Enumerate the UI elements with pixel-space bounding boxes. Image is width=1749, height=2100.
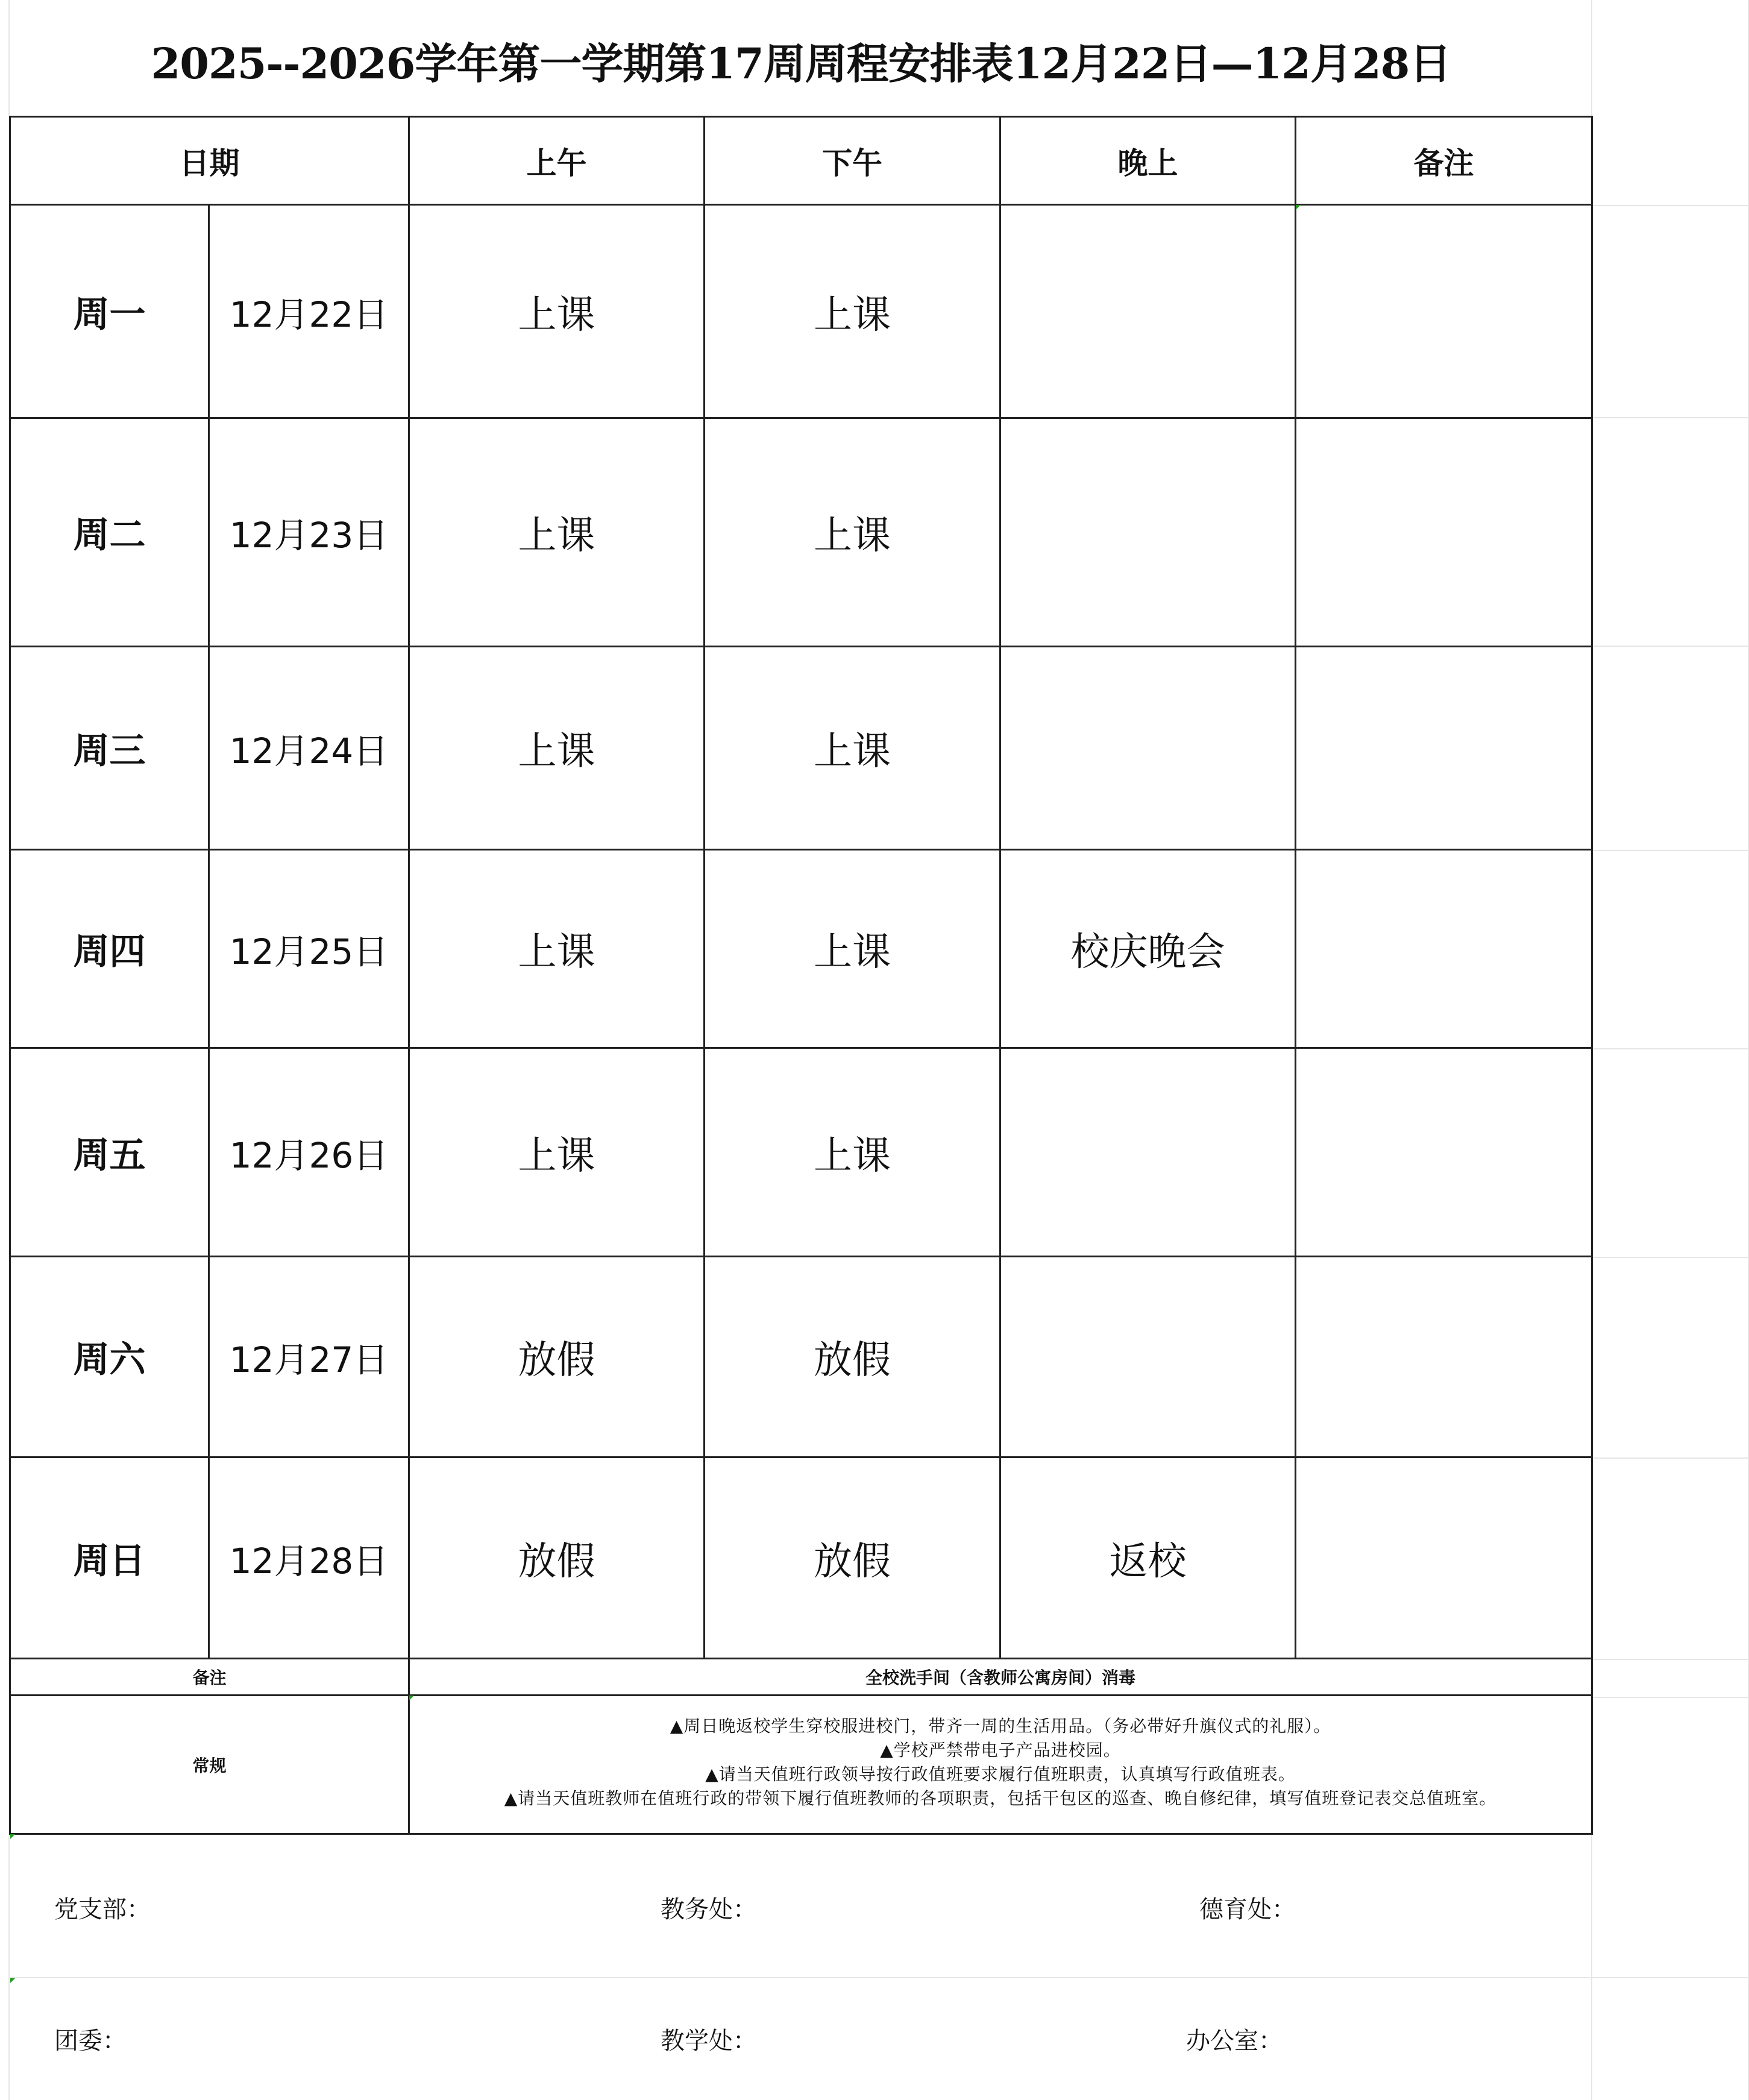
grid-line <box>1591 205 1749 206</box>
day-cell: 周五 <box>73 1134 146 1177</box>
morning-cell: 上课 <box>518 729 595 774</box>
notes-cell <box>1296 1257 1591 1456</box>
signature-moral-education: 德育处： <box>1199 1896 1296 1923</box>
grid-line <box>1591 1048 1749 1049</box>
comment-marker-icon <box>10 1834 15 1839</box>
signature-party-branch: 党支部： <box>54 1896 151 1923</box>
header-date: 日期 <box>179 145 240 181</box>
date-cell: 12月23日 <box>229 515 389 556</box>
afternoon-cell: 上课 <box>814 1133 891 1178</box>
header-morning: 上午 <box>526 145 587 181</box>
remarks-value: 全校洗手间（含教师公寓房间）消毒 <box>865 1668 1135 1688</box>
comment-marker-icon <box>10 1978 15 1983</box>
date-cell: 12月26日 <box>229 1134 389 1176</box>
grid-line <box>1591 417 1749 418</box>
morning-cell: 放假 <box>518 1539 595 1584</box>
grid-line <box>1591 1659 1749 1660</box>
morning-cell: 上课 <box>518 930 595 975</box>
notes-cell <box>1296 419 1591 646</box>
evening-cell <box>1001 1257 1295 1456</box>
grid-line <box>1591 1697 1749 1698</box>
date-cell: 12月28日 <box>229 1540 389 1582</box>
day-cell: 周三 <box>73 730 146 772</box>
page-title: 2025--2026学年第一学期第17周周程安排表12月22日—12月28日 <box>151 38 1451 89</box>
notes-cell <box>1296 647 1591 849</box>
notes-cell <box>1296 1049 1591 1256</box>
evening-cell <box>1001 206 1295 417</box>
routine-item: ▲请当天值班行政领导按行政值班要求履行值班职责，认真填写行政值班表。 <box>705 1764 1296 1784</box>
afternoon-cell: 上课 <box>814 930 891 975</box>
date-cell: 12月27日 <box>229 1339 389 1380</box>
grid-line <box>1591 1257 1749 1258</box>
header-evening: 晚上 <box>1117 145 1178 181</box>
header-notes: 备注 <box>1413 145 1474 181</box>
header-afternoon: 下午 <box>822 145 882 181</box>
date-cell: 12月22日 <box>229 294 389 335</box>
day-cell: 周四 <box>73 931 146 973</box>
remarks-label: 备注 <box>192 1668 227 1688</box>
afternoon-cell: 上课 <box>814 514 891 558</box>
routine-item: ▲学校严禁带电子产品进校园。 <box>880 1740 1121 1760</box>
routine-item: ▲周日晚返校学生穿校服进校门，带齐一周的生活用品。（务必带好升旗仪式的礼服）。 <box>670 1716 1331 1736</box>
grid-line <box>1591 646 1749 647</box>
signature-academic-affairs: 教务处： <box>661 1896 757 1923</box>
afternoon-cell: 上课 <box>814 292 891 338</box>
grid-line <box>1591 850 1749 851</box>
afternoon-cell: 上课 <box>814 729 891 774</box>
evening-cell: 校庆晚会 <box>1070 930 1225 975</box>
signature-youth-league: 团委： <box>54 2027 127 2055</box>
evening-cell <box>1001 647 1295 849</box>
day-cell: 周一 <box>73 293 146 336</box>
day-cell: 周日 <box>73 1539 146 1582</box>
notes-cell <box>1296 850 1591 1047</box>
signature-teaching-office: 教学处： <box>661 2027 757 2055</box>
evening-cell: 返校 <box>1109 1539 1187 1584</box>
date-cell: 12月25日 <box>229 931 389 972</box>
routine-item: ▲请当天值班教师在值班行政的带领下履行值班教师的各项职责，包括干包区的巡查、晚自修纪律，填写值班登记表交总值班室。 <box>504 1788 1497 1808</box>
morning-cell: 放假 <box>518 1338 595 1383</box>
date-cell: 12月24日 <box>229 731 389 772</box>
afternoon-cell: 放假 <box>814 1338 891 1383</box>
morning-cell: 上课 <box>518 292 595 338</box>
morning-cell: 上课 <box>518 514 595 558</box>
signature-general-office: 办公室： <box>1186 2027 1283 2055</box>
grid-line <box>1591 1457 1749 1459</box>
routine-list <box>410 1693 1591 1832</box>
routine-label: 常规 <box>192 1755 227 1776</box>
notes-cell <box>1296 206 1591 417</box>
grid-line <box>8 1977 1749 1978</box>
afternoon-cell: 放假 <box>814 1539 891 1584</box>
evening-cell <box>1001 1049 1295 1256</box>
day-cell: 周二 <box>73 514 146 556</box>
evening-cell <box>1001 419 1295 646</box>
morning-cell: 上课 <box>518 1133 595 1178</box>
notes-cell <box>1296 1458 1591 1658</box>
day-cell: 周六 <box>73 1339 146 1381</box>
